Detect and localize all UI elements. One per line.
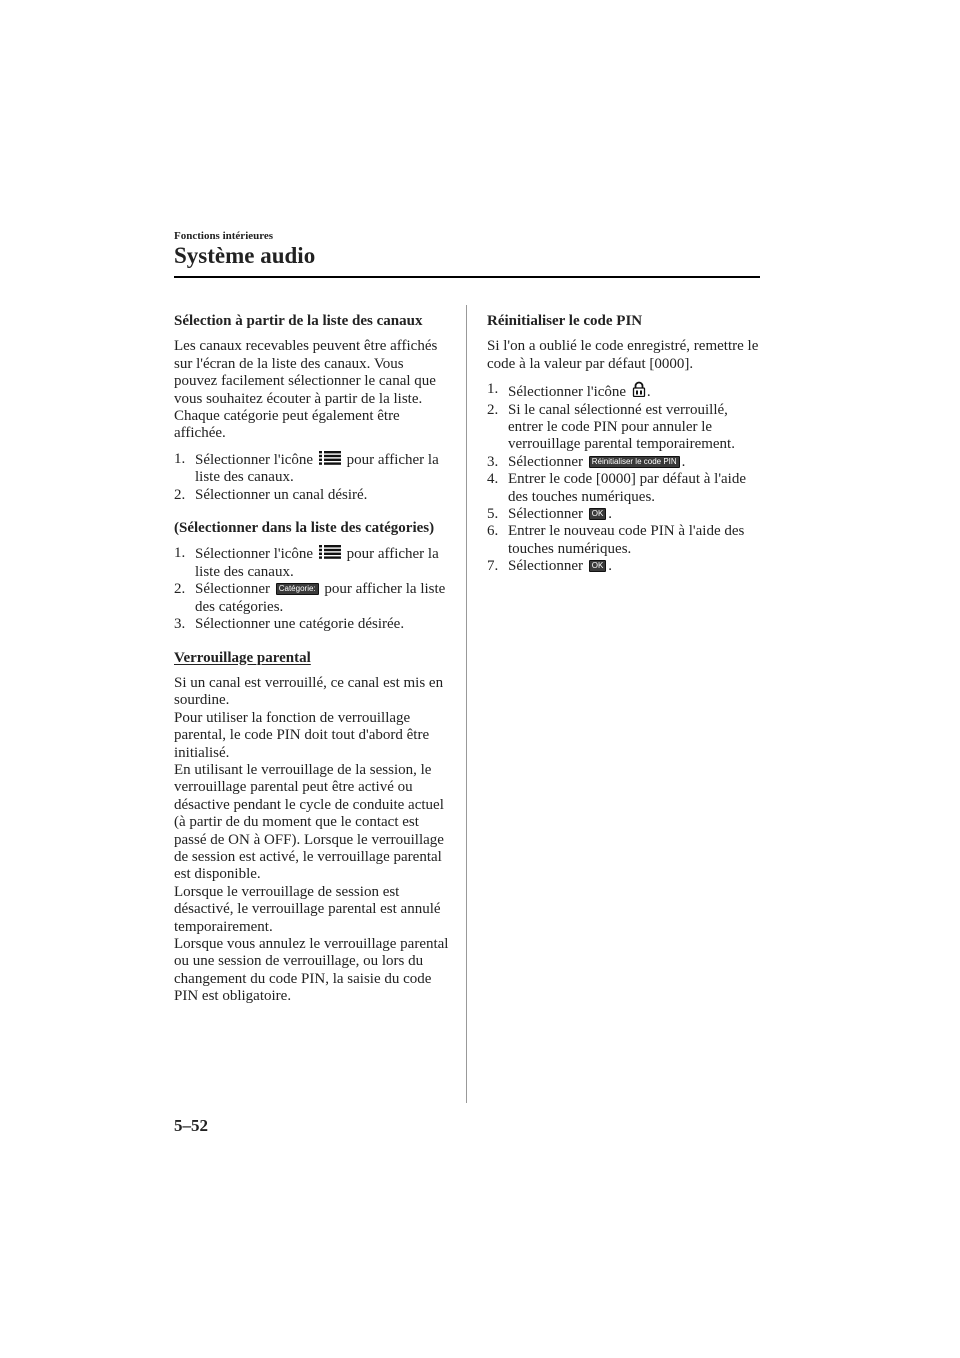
heading-reset-pin: Réinitialiser le code PIN [487,313,643,329]
ok-button: OK [589,560,607,572]
step-text: Sélectionner [195,581,270,598]
step-number: 7. [487,558,499,575]
column-divider [466,305,467,1103]
list-item [487,454,763,471]
ok-button: OK [589,508,607,520]
intro-paragraph: Les canaux recevables peuvent être affichés sur l'écran de la liste des canaux. Vous pouvez facilement sélectionner le canal que vous souhaitez écouter à partir de la liste. Chaque catégorie peut également être affichée. [174,338,438,442]
step-text: Sélectionner l'icône [508,384,627,401]
list-icon [319,451,341,465]
step-number: 1. [174,545,186,562]
list-item [174,616,449,633]
parental-paragraph: Lorsque le verrouillage de session est désactivé, le verrouillage parental est annulé temporairement. [174,883,441,935]
step-text-after: . [646,384,651,401]
step-number: 1. [487,381,499,398]
left-column [174,313,449,1006]
list-item [174,581,449,616]
channel-list-steps [174,451,449,504]
list-item [487,402,763,454]
category-list-steps [174,545,449,633]
step-number: 2. [174,486,186,503]
right-column [487,313,763,576]
step-text: Sélectionner [508,558,583,575]
heading-category-list: (Sélectionner dans la liste des catégories) [174,520,435,537]
category-button: Catégorie: [276,583,319,595]
step-number: 2. [174,581,186,598]
parental-paragraph: En utilisant le verrouillage de la session, le verrouillage parental peut être activé ou désactive pendant le cycle de conduite actuel (à partir de du moment que le contact est passé de ON à OFF). Lorsque le verrouillage de session est activé, le verrouillage parental est disponible. [174,761,444,883]
step-number: 5. [487,506,499,523]
step-number: 3. [174,616,186,633]
step-text-after: pour afficher la liste des catégories. [195,581,446,615]
list-icon [319,545,341,559]
step-text: Sélectionner l'icône [195,451,314,468]
step-text: Si le canal sélectionné est verrouillé, entrer le code PIN pour annuler le verrouillage parental temporairement. [508,401,735,453]
step-number: 2. [487,401,499,418]
section-label: Fonctions intérieures [174,230,274,242]
step-text: Sélectionner l'icône [195,546,314,563]
list-item [487,523,763,558]
reset-paragraph: Si l'on a oublié le code enregistré, remettre le code à la valeur par défaut [0000]. [487,338,759,372]
list-item [487,471,763,506]
step-text: Entrer le nouveau code PIN à l'aide des touches numériques. [508,523,745,557]
step-text: Sélectionner [508,506,583,523]
list-item [487,558,763,575]
step-text-after: . [608,506,613,523]
parental-paragraph: Lorsque vous annulez le verrouillage parental ou une session de verrouillage, ou lors du changement du code PIN, la saisie du code PIN est obligatoire. [174,936,449,1005]
step-text: Sélectionner une catégorie désirée. [195,616,405,633]
step-text-after: pour afficher la liste des canaux. [195,451,439,486]
step-text-after: . [608,558,613,575]
list-item [174,545,449,581]
reset-pin-button: Réinitialiser le code PIN [589,456,680,468]
parental-paragraph: Si un canal est verrouillé, ce canal est mis en sourdine. [174,674,444,709]
title-rule [174,276,760,278]
heading-channel-list: Sélection à partir de la liste des canaux [174,313,423,329]
step-number: 1. [174,450,186,467]
lock-icon [631,381,647,397]
step-text-after: . [681,453,686,470]
step-text: Sélectionner un canal désiré. [195,486,368,503]
list-item [487,506,763,523]
step-number: 4. [487,471,499,488]
step-number: 6. [487,523,499,540]
heading-parental-lock: Verrouillage parental [174,649,311,666]
list-item [487,381,763,401]
step-text-after: pour afficher la liste des canaux. [195,546,439,580]
page-number: 5–52 [174,1116,208,1135]
reset-pin-steps [487,381,763,575]
step-text: Sélectionner [508,453,583,470]
parental-paragraph: Pour utiliser la fonction de verrouillage parental, le code PIN doit tout d'abord être initialisé. [174,709,430,761]
page-title: Système audio [174,243,316,268]
list-item [174,487,449,504]
list-item [174,451,449,487]
step-text: Entrer le code [0000] par défaut à l'aide des touches numériques. [508,471,747,505]
step-number: 3. [487,453,499,470]
